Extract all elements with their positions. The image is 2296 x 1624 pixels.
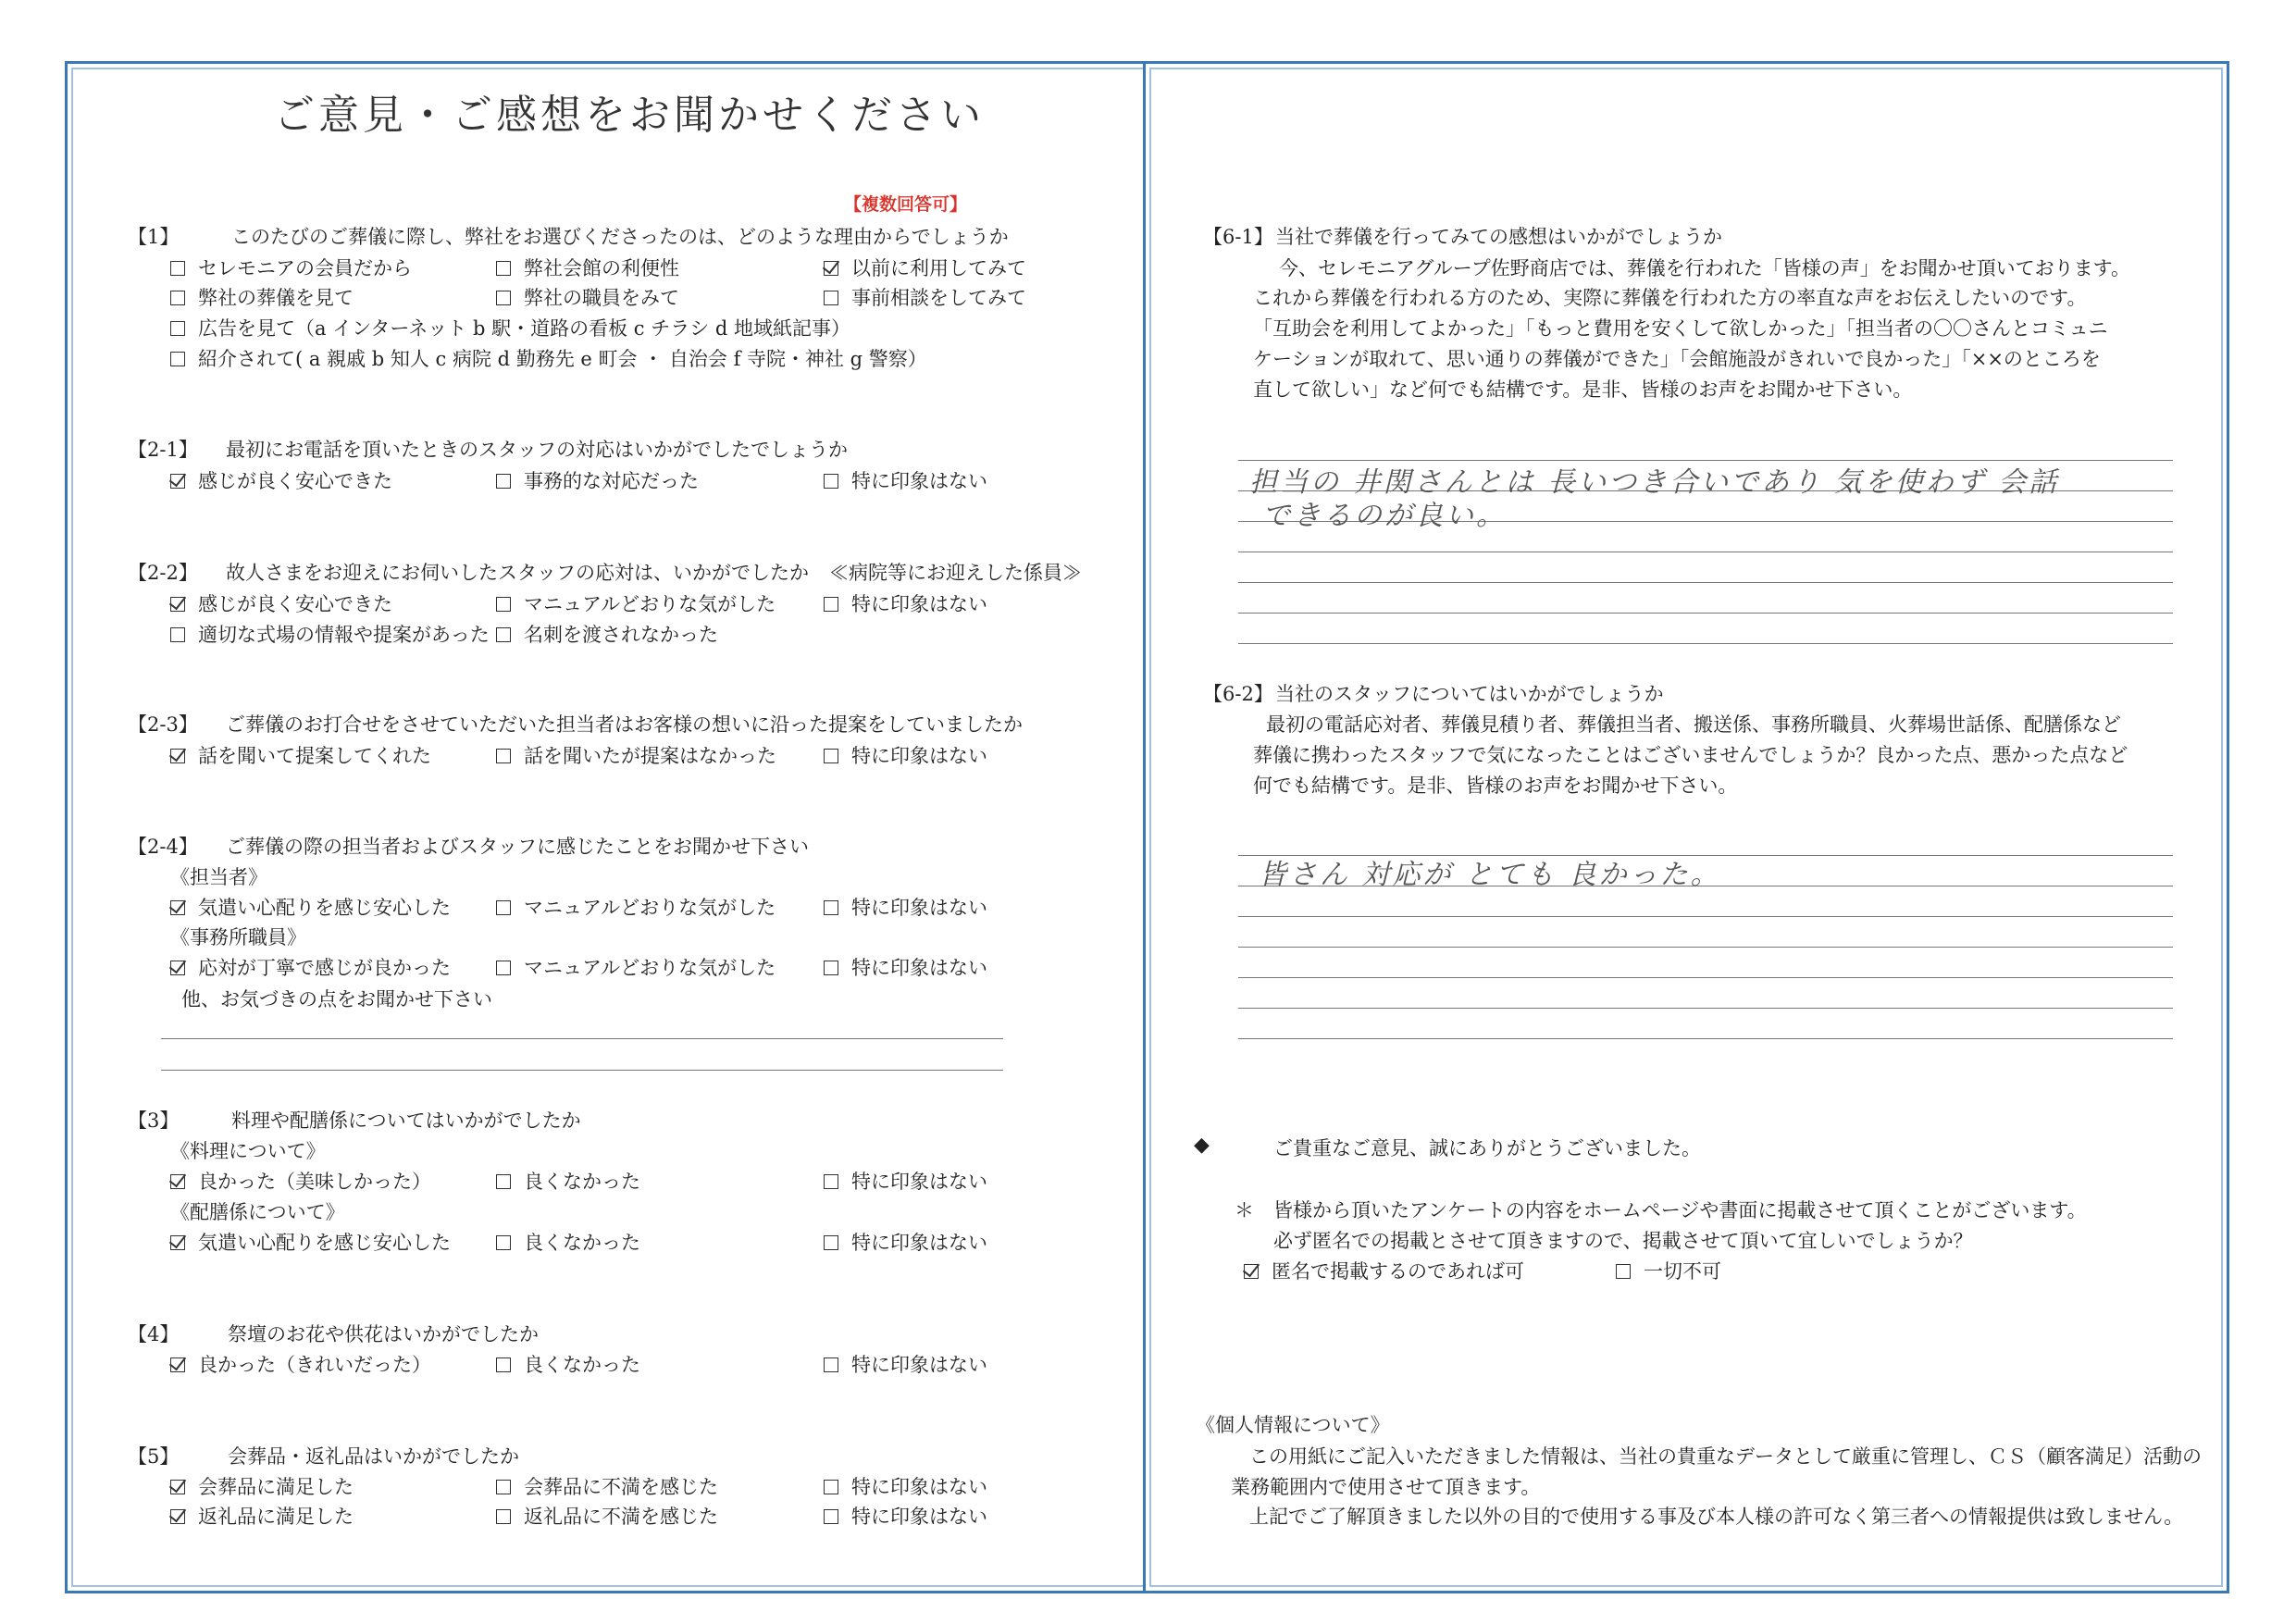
checkbox-checked[interactable] [170,961,185,975]
q2-3-option[interactable]: 話を聞いたが提案はなかった [496,741,776,769]
q6-1-body-line: 「互助会を利用してよかった」「もっと費用を安くして欲しかった」「担当者の〇〇さんとコミュニ [1253,317,2108,340]
q6-2-label: 【6-2】 [1203,683,1273,705]
checkbox[interactable] [496,627,511,642]
q2-3-option[interactable]: 特に印象はない [824,741,987,769]
q2-4-sub-heading: 《事務所職員》 [170,926,306,948]
checkbox[interactable] [496,1235,511,1250]
diamond-icon: ◆ [1194,1134,1210,1157]
answer-line[interactable] [1238,1038,2173,1039]
q2-1-label: 【2-1】 [128,439,198,461]
q6-1-label: 【6-1】 [1203,226,1273,248]
q1-option[interactable]: 事前相談をしてみて [824,283,1026,311]
checkbox[interactable] [824,749,838,763]
q5-question: 会葬品・返礼品はいかがでしたか [228,1445,519,1468]
checkbox-checked[interactable] [170,1509,185,1524]
q2-4-label: 【2-4】 [128,836,198,858]
q2-1-option[interactable]: 事務的な対応だった [496,466,699,494]
checkbox-checked[interactable] [170,1235,185,1250]
q5-option[interactable]: 会葬品に満足した [170,1472,354,1500]
answer-line[interactable] [161,1070,1003,1071]
checkbox[interactable] [824,961,838,975]
checkbox-checked[interactable] [170,749,185,763]
checkbox[interactable] [824,1357,838,1372]
checkbox-checked[interactable] [824,261,838,276]
checkbox[interactable] [170,261,185,276]
checkbox[interactable] [824,474,838,489]
q6-2-question: 当社のスタッフについてはいかがでしょうか [1275,683,1664,705]
thanks-message: ご貴重なご意見、誠にありがとうございました。 [1273,1137,1701,1159]
q2-4-other-prompt: 他、お気づきの点をお聞かせ下さい [181,988,492,1010]
q1-option[interactable]: 弊社の葬儀を見て [170,283,354,311]
q2-4-option[interactable]: 特に印象はない [824,893,987,921]
q6-1-body-line: ケーションが取れて、思い通りの葬儀ができた」「会館施設がきれいで良かった」「××のところを [1253,348,2101,370]
q2-2-option[interactable]: マニュアルどおりな気がした [496,589,776,617]
q1-option[interactable]: 広告を見て（a インターネット b 駅・道路の看板 c チラシ d 地域紙記事） [170,314,850,341]
checkbox[interactable] [496,291,511,305]
q6-1-handwritten-answer: 担当の 井関さんとは 長いつき合いであり 気を使わず 会話 [1249,466,2060,499]
q5-option[interactable]: 返礼品に不満を感じた [496,1502,718,1530]
privacy-text: 業務範囲内で使用させて頂きます。 [1231,1476,1541,1498]
q6-1-question: 当社で葬儀を行ってみての感想はいかがでしょうか [1275,226,1722,248]
checkbox[interactable] [824,1509,838,1524]
q2-4-option[interactable]: マニュアルどおりな気がした [496,893,776,921]
q1-label: 【1】 [128,226,180,248]
checkbox-checked[interactable] [170,1480,185,1494]
q4-label: 【4】 [128,1323,180,1345]
q2-3-question: ご葬儀のお打合せをさせていただいた担当者はお客様の想いに沿った提案をしていましたか [226,713,1023,736]
q3-option[interactable]: 良かった（美味しかった） [170,1167,431,1195]
q5-label: 【5】 [128,1445,180,1468]
checkbox-checked[interactable] [1244,1264,1259,1279]
checkbox-checked[interactable] [170,474,185,489]
q2-4-option[interactable]: 特に印象はない [824,953,987,981]
q5-option[interactable]: 特に印象はない [824,1502,987,1530]
publish-option[interactable]: 匿名で掲載するのであれば可 [1244,1257,1524,1284]
multi-answer-note: 【複数回答可】 [844,194,968,215]
checkbox-checked[interactable] [170,1174,185,1189]
checkbox[interactable] [496,261,511,276]
checkbox[interactable] [1616,1264,1631,1279]
q3-option[interactable]: 良くなかった [496,1167,640,1195]
q3-question: 料理や配膳係についてはいかがでしたか [231,1110,581,1132]
answer-line[interactable] [1238,1008,2173,1009]
q2-2-option[interactable]: 感じが良く安心できた [170,589,392,617]
q6-2-body-line: 葬儀に携わったスタッフで気になったことはございませんでしょうか？良かった点、悪かった点など [1253,744,2128,766]
q5-option[interactable]: 特に印象はない [824,1472,987,1500]
q4-option[interactable]: 良かった（きれいだった） [170,1350,431,1378]
checkbox[interactable] [496,1480,511,1494]
checkbox[interactable] [170,291,185,305]
q6-2-body-line: 最初の電話応対者、葬儀見積り者、葬儀担当者、搬送係、事務所職員、火葬場世話係、配膳係など [1266,713,2121,736]
q6-2-body-line: 何でも結構です。是非、皆様のお声をお聞かせ下さい。 [1253,775,1738,797]
q2-1-question: 最初にお電話を頂いたときのスタッフの対応はいかがでしたでしょうか [226,439,848,461]
q4-option[interactable]: 良くなかった [496,1350,640,1378]
checkbox[interactable] [170,321,185,336]
q6-1-handwritten-answer: できるのが良い。 [1262,500,1507,532]
answer-line[interactable] [1238,643,2173,644]
checkbox[interactable] [824,1174,838,1189]
q2-2-note: ≪病院等にお迎えした係員≫ [829,562,1082,584]
q3-option[interactable]: 特に印象はない [824,1228,987,1256]
q2-4-question: ご葬儀の際の担当者およびスタッフに感じたことをお聞かせ下さい [226,836,809,858]
q4-question: 祭壇のお花や供花はいかがでしたか [228,1323,539,1345]
checkbox[interactable] [170,352,185,366]
q1-option[interactable]: 弊社の職員をみて [496,283,679,311]
q3-option[interactable]: 良くなかった [496,1228,640,1256]
checkbox[interactable] [496,900,511,915]
q3-sub-heading: 《配膳係について》 [170,1201,345,1223]
answer-line[interactable] [161,1038,1003,1039]
q2-3-label: 【2-3】 [128,713,198,736]
checkbox[interactable] [496,474,511,489]
q6-1-body-line: これから葬儀を行われる方のため、実際に葬儀を行われた方の率直な声をお伝えしたいのです。 [1253,287,2087,309]
q1-option[interactable]: セレモニアの会員だから [170,254,412,281]
checkbox[interactable] [496,1357,511,1372]
checkbox[interactable] [496,961,511,975]
q1-option[interactable]: 弊社会館の利便性 [496,254,679,281]
checkbox[interactable] [496,1174,511,1189]
page-title: ご意見・ご感想をお聞かせください [274,92,985,139]
q6-1-body-line: 直して欲しい」など何でも結構です。是非、皆様のお声をお聞かせ下さい。 [1253,378,1913,401]
checkbox[interactable] [824,1235,838,1250]
checkbox-checked[interactable] [170,900,185,915]
checkbox[interactable] [824,900,838,915]
q2-4-option[interactable]: 応対が丁寧で感じが良かった [170,953,451,981]
q6-1-body-line: 今、セレモニアグループ佐野商店では、葬儀を行われた「皆様の声」をお聞かせ頂いております。 [1279,257,2131,279]
q5-option[interactable]: 返礼品に満足した [170,1502,354,1530]
checkbox[interactable] [496,597,511,612]
q2-2-label: 【2-2】 [128,562,198,584]
q2-1-option[interactable]: 感じが良く安心できた [170,466,392,494]
checkbox-checked[interactable] [170,1357,185,1372]
checkbox[interactable] [824,1480,838,1494]
q2-3-option[interactable]: 話を聞いて提案してくれた [170,741,431,769]
q2-2-option[interactable]: 適切な式場の情報や提案があった [170,620,490,648]
publish-consent-text: 必ず匿名での掲載とさせて頂きますので、掲載させて頂いて宜しいでしょうか？ [1273,1230,1973,1252]
q1-option[interactable]: 以前に利用してみて [824,254,1026,281]
answer-line[interactable] [1238,977,2173,978]
q2-4-option[interactable]: 気遣い心配りを感じ安心した [170,893,451,921]
q4-option[interactable]: 特に印象はない [824,1350,987,1378]
checkbox[interactable] [824,291,838,305]
q3-option[interactable]: 気遣い心配りを感じ安心した [170,1228,451,1256]
checkbox[interactable] [824,597,838,612]
q2-2-option[interactable]: 特に印象はない [824,589,987,617]
q2-2-question: 故人さまをお迎えにお伺いしたスタッフの応対は、いかがでしたか [226,562,809,584]
answer-line[interactable] [1238,916,2173,917]
q1-question: このたびのご葬儀に際し、弊社をお選びくださったのは、どのような理由からでしょうか [231,226,1009,248]
checkbox[interactable] [496,749,511,763]
asterisk-icon: ＊ [1235,1199,1254,1221]
q3-label: 【3】 [128,1110,180,1132]
privacy-heading: 《個人情報について》 [1196,1414,1390,1436]
q3-option[interactable]: 特に印象はない [824,1167,987,1195]
checkbox-checked[interactable] [170,597,185,612]
q2-2-option[interactable]: 名刺を渡されなかった [496,620,718,648]
answer-line[interactable] [1238,947,2173,948]
q2-4-sub-heading: 《担当者》 [170,866,267,888]
publish-consent-text: 皆様から頂いたアンケートの内容をホームページや書面に掲載させて頂くことがございます。 [1273,1199,2087,1221]
q3-sub-heading: 《料理について》 [170,1140,326,1162]
privacy-text: この用紙にご記入いただきました情報は、当社の貴重なデータとして厳重に管理し、ＣＳ（顧客満足）活動の [1249,1445,2202,1468]
q1-option[interactable]: 紹介されて( a 親戚 b 知人 c 病院 d 勤務先 e 町会 ・ 自治会 f 寺院・神社 g 警察） [170,344,927,372]
q6-2-handwritten-answer: 皆さん 対応が とても 良かった。 [1259,859,1721,891]
privacy-text: 上記でご了解頂きました以外の目的で使用する事及び本人様の許可なく第三者への情報提供は致しません。 [1249,1506,2184,1528]
answer-line[interactable] [1238,613,2173,614]
q2-4-option[interactable]: マニュアルどおりな気がした [496,953,776,981]
q2-1-option[interactable]: 特に印象はない [824,466,987,494]
publish-option[interactable]: 一切不可 [1616,1257,1721,1284]
checkbox[interactable] [170,627,185,642]
q5-option[interactable]: 会葬品に不満を感じた [496,1472,718,1500]
answer-line[interactable] [1238,582,2173,583]
checkbox[interactable] [496,1509,511,1524]
